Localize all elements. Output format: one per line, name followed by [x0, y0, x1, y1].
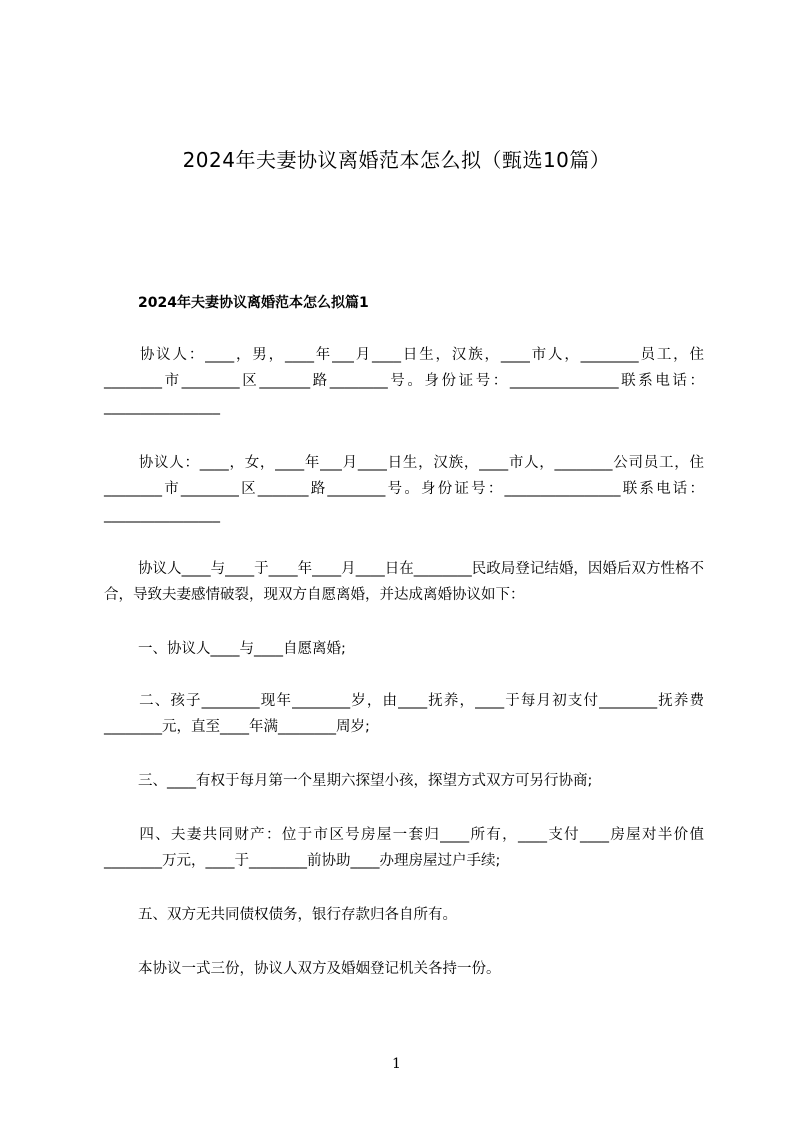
paragraph-text: 五、双方无共同债权债务，银行存款归各自所有。: [138, 907, 457, 923]
paragraph-text: 一、协议人____与____自愿离婚;: [138, 641, 346, 657]
section-heading: 2024年夫妻协议离婚范本怎么拟篇1: [138, 295, 369, 311]
paragraph-text: 二、孩子________现年________岁，由____抚养，____于每月初支付________抚养费________元，直至____年满________周岁;: [104, 693, 704, 735]
closing-paragraph: [104, 956, 704, 982]
paragraph-text: 本协议一式三份，协议人双方及婚姻登记机关各持一份。: [138, 961, 501, 977]
clause-5: [104, 902, 704, 928]
page-number: 1: [392, 1056, 401, 1072]
clause-4: [104, 822, 704, 874]
clause-3: [104, 768, 704, 794]
clause-2: [104, 688, 704, 740]
paragraph-text: 协议人____与____于____年____月____日在________民政局登记结婚，因婚后双方性格不合，导致夫妻感情破裂，现双方自愿离婚，并达成离婚协议如下：: [104, 561, 704, 603]
paragraph-text: 协议人：____，女，____年___月____日生，汉族，____市人，________公司员工，住________市________区_______路________号。身份证号：________________联系电话：________________: [104, 455, 704, 523]
party-female-paragraph: [104, 450, 704, 528]
clause-1: [104, 636, 704, 662]
marriage-info-paragraph: [104, 556, 704, 608]
paragraph-text: 三、____有权于每月第一个星期六探望小孩，探望方式双方可另行协商;: [138, 773, 593, 789]
document-title: 2024年夫妻协议离婚范本怎么拟（甄选10篇）: [182, 148, 611, 172]
paragraph-text: 协议人：____，男，____年___月____日生，汉族，____市人，________员工，住________市________区_______路________号。身份证号：_______________联系电话：________________: [104, 347, 704, 415]
paragraph-text: 四、夫妻共同财产：位于市区号房屋一套归____所有，____支付____房屋对半价值________万元，____于________前协助____办理房屋过户手续;: [104, 827, 704, 869]
party-male-paragraph: [104, 342, 704, 420]
